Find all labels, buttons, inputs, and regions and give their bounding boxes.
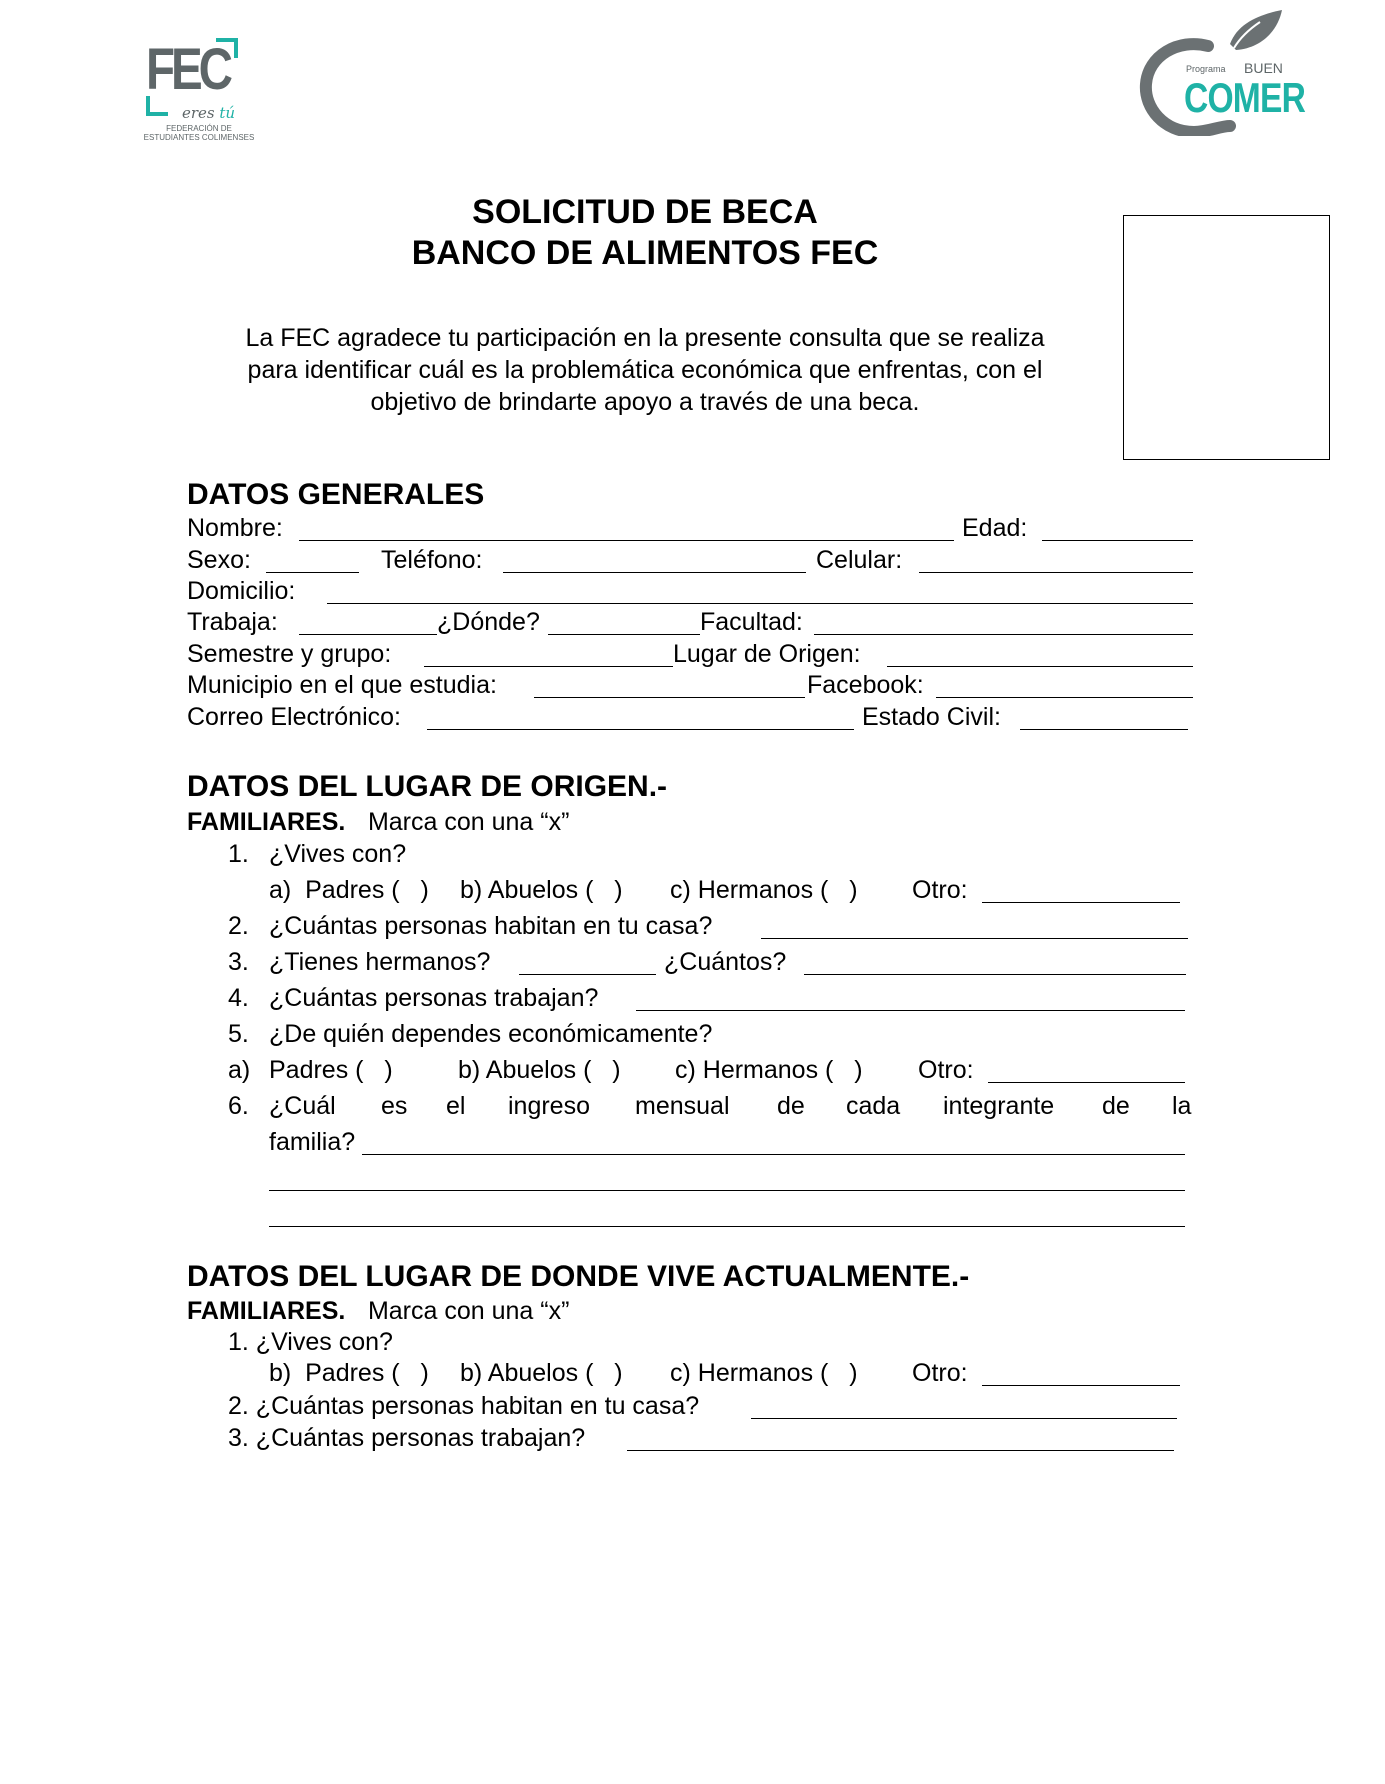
telefono-label: Teléfono: [381, 546, 483, 574]
intro-paragraph: La FEC agradece tu participación en la presente consulta que se realiza para identificar cuál es la problemática económica que enfrentas, con el objetivo de brindarte apoyo a través de una beca. [245, 324, 1045, 416]
trabaja-field[interactable] [299, 634, 437, 635]
actual-q1-option-abuelos[interactable]: b) Abuelos ( ) [460, 1359, 623, 1387]
origen-q1-otro-label: Otro: [912, 876, 968, 904]
page-title-line2: BANCO DE ALIMENTOS FEC [411, 234, 879, 272]
actual-q1: 1. ¿Vives con? [228, 1328, 393, 1356]
semestre-label: Semestre y grupo: [187, 640, 392, 668]
section-lugar-origen: DATOS DEL LUGAR DE ORIGEN.- [187, 770, 668, 803]
origen-q1-options [187, 875, 1193, 906]
row-domicilio [187, 576, 1193, 607]
lugar-origen-field[interactable] [887, 666, 1193, 667]
origen-q1-option-hermanos[interactable]: c) Hermanos ( ) [670, 876, 858, 904]
municipio-label: Municipio en el que estudia: [187, 671, 497, 699]
origen-q5-otro-label: Otro: [918, 1056, 974, 1084]
donde-label: ¿Dónde? [437, 608, 540, 636]
row-municipio [187, 670, 1193, 701]
buen-comer-buen: BUEN [1244, 60, 1283, 76]
actual-q2-field[interactable] [751, 1418, 1177, 1419]
correo-field[interactable] [427, 729, 854, 730]
actual-q3-field[interactable] [627, 1450, 1174, 1451]
origen-q6-field-3[interactable] [269, 1226, 1185, 1227]
origen-familiares-instruction: FAMILIARES. Marca con una “x” [187, 808, 570, 836]
domicilio-label: Domicilio: [187, 577, 296, 605]
celular-field[interactable] [919, 572, 1193, 573]
fec-logo-federation: FEDERACIÓN DE ESTUDIANTES COLIMENSES [143, 124, 255, 142]
nombre-label: Nombre: [187, 514, 283, 542]
semestre-field[interactable] [424, 666, 673, 667]
actual-q1-option-padres[interactable]: b) Padres ( ) [269, 1359, 429, 1387]
nombre-field[interactable] [299, 540, 954, 541]
fec-logo-tagline: eres tú [182, 104, 236, 122]
facultad-field[interactable] [814, 634, 1193, 635]
edad-field[interactable] [1042, 540, 1193, 541]
sexo-field[interactable] [266, 572, 359, 573]
origen-q6-line4 [187, 1199, 1193, 1230]
origen-q5-option-padres[interactable]: Padres ( ) [269, 1056, 393, 1084]
trabaja-label: Trabaja: [187, 608, 278, 636]
estado-civil-label: Estado Civil: [862, 703, 1001, 731]
origen-q1-otro-field[interactable] [982, 902, 1180, 903]
origen-q1-option-padres[interactable]: a) Padres ( ) [269, 876, 429, 904]
donde-field[interactable] [548, 634, 700, 635]
origen-q2-field[interactable] [761, 938, 1188, 939]
buen-comer-logo [1138, 8, 1318, 136]
actual-q1-option-hermanos[interactable]: c) Hermanos ( ) [670, 1359, 858, 1387]
sexo-label: Sexo: [187, 546, 251, 574]
origen-q5-otro-field[interactable] [988, 1082, 1185, 1083]
celular-label: Celular: [816, 546, 903, 574]
buen-comer-programa: Programa [1186, 64, 1226, 74]
origen-q2: 2. ¿Cuántas personas habitan en tu casa? [187, 911, 1193, 942]
origen-q5-options: a) Padres ( ) b) Abuelos ( ) c) Hermanos ( ) Otro: [187, 1055, 1193, 1086]
buen-comer-comer: COMER [1184, 74, 1306, 121]
actual-q2: 2. ¿Cuántas personas habitan en tu casa? [187, 1391, 1193, 1422]
edad-label: Edad: [962, 514, 1028, 542]
section-lugar-actual: DATOS DEL LUGAR DE DONDE VIVE ACTUALMENTE.- [187, 1260, 970, 1293]
origen-q5-option-abuelos[interactable]: b) Abuelos ( ) [458, 1056, 621, 1084]
facultad-label: Facultad: [700, 608, 803, 636]
actual-q1-otro-field[interactable] [982, 1385, 1180, 1386]
fec-logo-bracket-bottom [146, 96, 168, 116]
origen-q6-line3 [187, 1163, 1193, 1194]
telefono-field[interactable] [503, 572, 806, 573]
correo-label: Correo Electrónico: [187, 703, 401, 731]
section-datos-generales: DATOS GENERALES [187, 478, 485, 511]
fec-logo-bracket-top [216, 38, 238, 58]
actual-familiares-instruction: FAMILIARES. Marca con una “x” [187, 1297, 570, 1325]
origen-q3: 3. ¿Tienes hermanos? ¿Cuántos? [187, 947, 1193, 978]
photo-box[interactable] [1123, 215, 1330, 460]
municipio-field[interactable] [534, 697, 805, 698]
lugar-origen-label: Lugar de Origen: [673, 640, 861, 668]
domicilio-field[interactable] [327, 603, 1193, 604]
origen-q6: 6. ¿Cuál es el ingreso mensual de cada integrante de la [228, 1092, 1192, 1120]
origen-q3-hermanos-field[interactable] [519, 974, 656, 975]
origen-q5: 5. ¿De quién dependes económicamente? [228, 1020, 713, 1048]
origen-q4: 4. ¿Cuántas personas trabajan? [187, 983, 1193, 1014]
origen-q3-cuantos-field[interactable] [804, 974, 1186, 975]
row-correo [187, 702, 1193, 733]
row-nombre [187, 513, 1193, 544]
actual-q3: 3. ¿Cuántas personas trabajan? [187, 1423, 1193, 1454]
origen-q6-line2: familia? [187, 1127, 1193, 1158]
origen-q4-field[interactable] [636, 1010, 1185, 1011]
row-trabaja [187, 607, 1193, 638]
origen-q1-option-abuelos[interactable]: b) Abuelos ( ) [460, 876, 623, 904]
actual-q1-otro-label: Otro: [912, 1359, 968, 1387]
actual-q1-options [187, 1358, 1193, 1389]
row-semestre [187, 639, 1193, 670]
facebook-field[interactable] [936, 697, 1193, 698]
origen-q6-field-2[interactable] [269, 1190, 1185, 1191]
row-sexo [187, 545, 1193, 576]
facebook-label: Facebook: [807, 671, 924, 699]
fec-logo [134, 36, 264, 146]
fec-logo-letters: FEC [146, 37, 229, 102]
origen-q6-field-1[interactable] [362, 1154, 1185, 1155]
origen-q5-option-hermanos[interactable]: c) Hermanos ( ) [675, 1056, 863, 1084]
page-title-line1: SOLICITUD DE BECA [472, 193, 818, 231]
estado-civil-field[interactable] [1020, 729, 1188, 730]
origen-q1: 1. ¿Vives con? [228, 840, 407, 868]
